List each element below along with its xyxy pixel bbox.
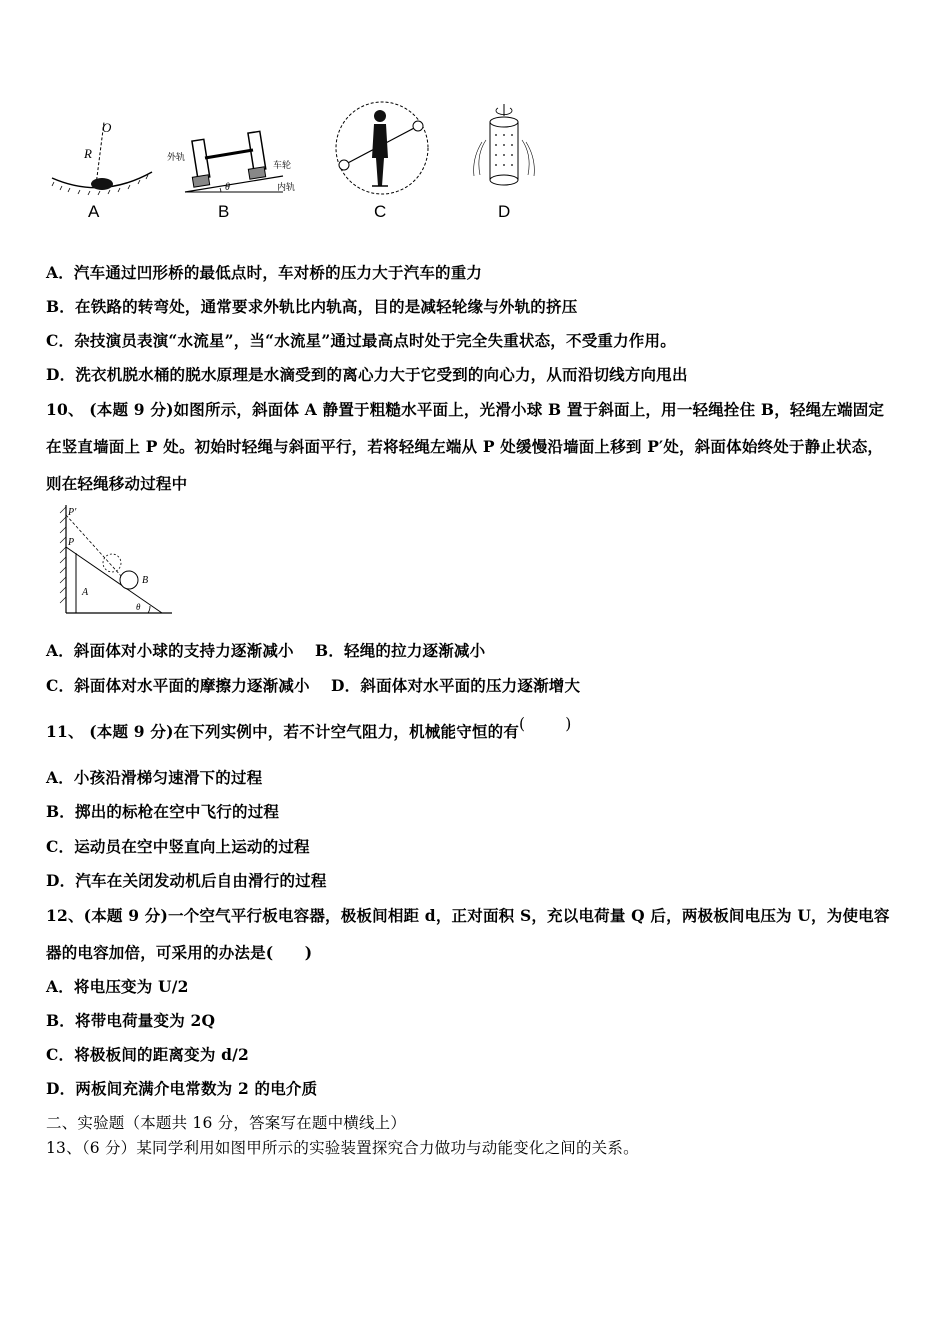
q12-option-a: A．将电压变为 U/2 — [46, 977, 189, 996]
q9-option-b: B．在铁路的转弯处，通常要求外轨比内轨高，目的是减轻轮缘与外轨的挤压 — [46, 297, 578, 316]
figure-a-concave-bridge — [40, 100, 160, 221]
q9-option-c: C．杂技演员表演“水流星”，当“水流星”通过最高点时处于完全失重状态，不受重力作用。 — [46, 331, 676, 350]
q13-stem: 13、（6 分）某同学利用如图甲所示的实验装置探究合力做功与动能变化之间的关系。 — [46, 1139, 639, 1157]
q11-stem — [46, 715, 572, 742]
q10-incline-figure — [58, 503, 178, 622]
railway-track-diagram — [165, 100, 305, 200]
label-inner-rail: 内轨 — [277, 183, 296, 193]
figure-c-label: C — [374, 202, 387, 221]
figure-c-water-meteor — [332, 100, 432, 221]
water-meteor-diagram — [332, 100, 432, 200]
label-outer-rail: 外轨 — [167, 153, 186, 163]
label-r: R — [84, 146, 92, 161]
section-2-heading: 二、实验题（本题共 16 分，答案写在题中横线上） — [46, 1114, 407, 1132]
figure-b-railway-track — [165, 100, 305, 221]
q12-option-c: C．将极板间的距离变为 d/2 — [46, 1045, 250, 1064]
figure-b-label: B — [218, 202, 230, 221]
q12-stem-line1: 12、(本题 9 分)一个空气平行板电容器，极板间相距 d，正对面积 S，充以电荷量 Q 后，两极板间电压为 U，为使电容 — [46, 906, 890, 925]
figure-d-label: D — [498, 202, 511, 221]
q11-option-a: A．小孩沿滑梯匀速滑下的过程 — [46, 768, 263, 787]
label-wheel: 车轮 — [273, 161, 292, 171]
label-p: P — [68, 537, 75, 548]
q11-option-d: D．汽车在关闭发动机后自由滑行的过程 — [46, 871, 327, 890]
label-theta: θ — [225, 182, 230, 193]
q10-options-ab: A．斜面体对小球的支持力逐渐减小 B．轻绳的拉力逐渐减小 — [46, 641, 486, 660]
q9-option-a: A．汽车通过凹形桥的最低点时，车对桥的压力大于汽车的重力 — [46, 263, 483, 282]
q10-stem-line2: 在竖直墙面上 P 处。初始时轻绳与斜面平行，若将轻绳左端从 P 处缓慢沿墙面上移到 P′处，斜面体始终处于静止状态， — [46, 437, 884, 456]
q12-option-d: D．两板间充满介电常数为 2 的电介质 — [46, 1079, 318, 1098]
question9-figures — [40, 100, 560, 230]
figure-d-spin-dryer — [468, 100, 558, 221]
figure-a-label: A — [88, 202, 100, 221]
incline-diagram — [58, 503, 178, 618]
q10-options-cd: C．斜面体对水平面的摩擦力逐渐减小 D．斜面体对水平面的压力逐渐增大 — [46, 676, 581, 695]
q9-option-d: D．洗衣机脱水桶的脱水原理是水滴受到的离心力大于它受到的向心力，从而沿切线方向甩出 — [46, 365, 688, 384]
label-p-prime: P′ — [68, 507, 77, 518]
q11-answer-paren — [519, 715, 572, 733]
q11-stem-text: 11、 (本题 9 分)在下列实例中，若不计空气阻力，机械能守恒的有 — [46, 722, 520, 741]
q12-stem-line2: 器的电容加倍，可采用的办法是( ) — [46, 943, 313, 962]
q11-option-c: C．运动员在空中竖直向上运动的过程 — [46, 837, 310, 856]
label-theta: θ — [136, 602, 141, 612]
label-b: B — [142, 575, 149, 586]
q10-stem-line1: 10、 (本题 9 分)如图所示，斜面体 A 静置于粗糙水平面上，光滑小球 B 置于斜面上，用一轻绳拴住 B，轻绳左端固定 — [46, 400, 885, 419]
q11-option-b: B．掷出的标枪在空中飞行的过程 — [46, 802, 280, 821]
q10-stem-line3: 则在轻绳移动过程中 — [46, 474, 188, 493]
concave-bridge-diagram — [40, 100, 160, 200]
q11-paren-open: ( — [519, 715, 526, 733]
label-o: O — [102, 120, 112, 135]
spin-dryer-diagram — [468, 100, 558, 200]
label-a: A — [82, 587, 89, 598]
q11-paren-close: ) — [565, 715, 572, 733]
q12-option-b: B．将带电荷量变为 2Q — [46, 1011, 216, 1030]
